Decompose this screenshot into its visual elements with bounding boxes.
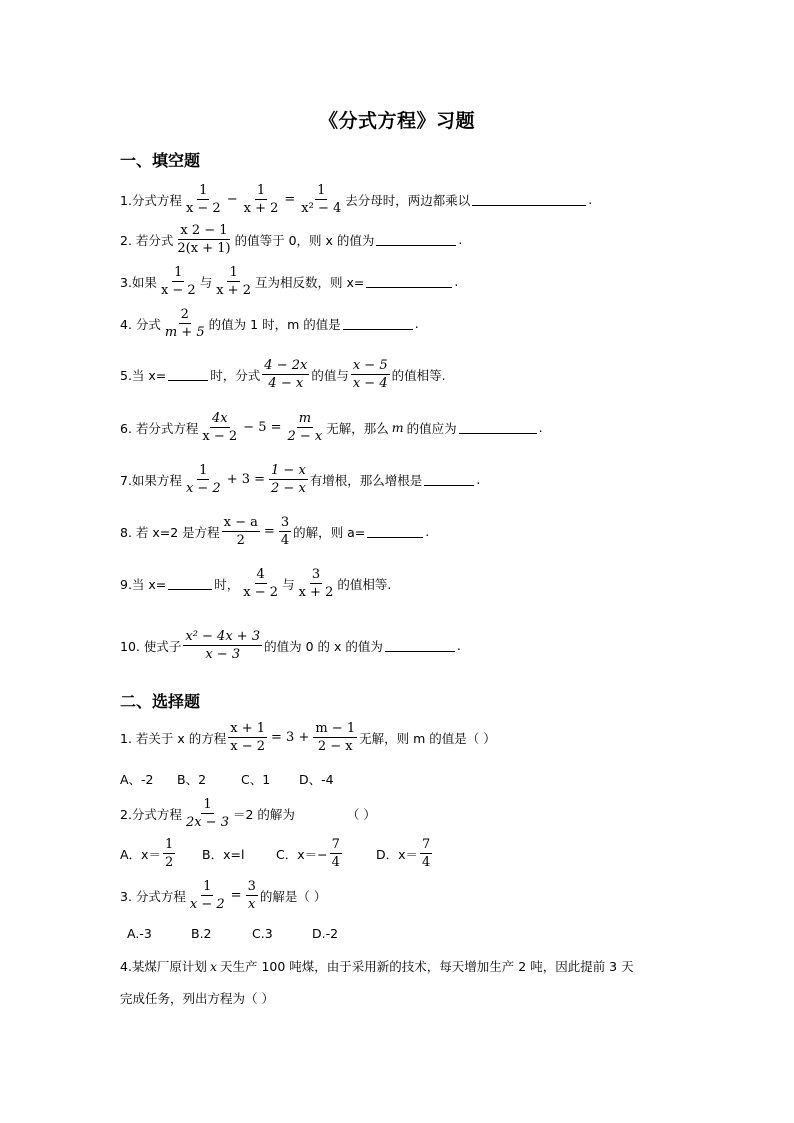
cq3-option-d[interactable]: D.-2 [312,926,339,941]
q10-prefix: 10. 使式子 [120,638,182,654]
cq1-option-a[interactable]: A、-2 [120,772,154,787]
q6-fraction-1: $\frac{4x}{x - 2}$ [202,411,238,444]
cq4-text-3: 完成任务，列出方程为（ ） [120,991,274,1006]
fill-question-9 [120,566,391,601]
q6-variable: m [391,420,404,435]
q1-fraction-1: $\frac{1}{x - 2}$ [185,183,221,216]
cq2-prefix: 2.分式方程 [120,806,182,822]
choice-question-2-options [120,836,434,871]
cq1-operator: = 3 + [271,730,310,745]
q5-mid1: 时，分式 [210,367,261,383]
q4-end: . [414,316,419,331]
q9-fraction-1: $\frac{4}{x - 2}$ [243,567,279,600]
cq2-fraction: $\frac{1}{2x - 3}$ [185,797,229,830]
choice-question-4 [120,957,634,975]
q5-mid2: 的值与 [311,367,349,383]
cq3-fraction-1: $\frac{1}{x - 2}$ [189,879,225,912]
q9-answer-blank[interactable] [168,577,212,590]
cq3-fraction-2: $\frac{3}{x}$ [247,879,256,912]
q4-fraction: $\frac{2}{m + 5}$ [164,307,205,340]
q6-text-2: 的值应为 [406,420,457,436]
cq1-fraction-2: $\frac{m - 1}{2 - x}$ [315,721,356,754]
section-multiple-choice: 二、选择题 [120,692,201,711]
q10-end: . [456,638,461,653]
fill-question-8 [120,514,429,549]
fill-question-7 [120,462,480,497]
cq2-option-a[interactable]: A．x＝ $\frac{1}{2}$ [120,837,174,870]
q7-fraction-2: $\frac{1 - x}{2 - x}$ [271,463,306,496]
q2-prefix: 2. 若分式 [120,232,174,248]
q2-text: 的值等于 0，则 x 的值为 [234,232,375,248]
cq3-text: 的解是（ ） [259,888,327,904]
q4-prefix: 4. 分式 [120,316,161,332]
q6-operator: − 5 = [243,420,282,435]
choice-question-2 [120,796,376,831]
q1-fraction-2: $\frac{1}{x + 2}$ [243,183,279,216]
q8-fraction-1: $\frac{x - a}{2}$ [223,515,258,548]
q8-prefix: 8. 若 x=2 是方程 [120,524,220,540]
q6-answer-blank[interactable] [459,421,537,434]
q1-prefix: 1.分式方程 [120,192,182,208]
q3-mid: 与 [199,274,213,290]
fill-question-3 [120,264,458,299]
cq1-prefix: 1. 若关于 x 的方程 [120,730,227,746]
q10-answer-blank[interactable] [385,639,455,652]
cq3-option-c[interactable]: C.3 [252,926,273,941]
q9-fraction-2: $\frac{3}{x + 2}$ [298,567,334,600]
choice-question-3-options [127,926,338,941]
fill-question-2 [120,222,462,257]
cq3-operator: = [230,888,242,903]
q5-prefix: 5.当 x= [120,367,167,383]
q3-text: 互为相反数，则 x= [254,274,365,290]
q6-fraction-2: $\frac{m}{2 - x}$ [287,411,323,444]
cq3-option-b[interactable]: B.2 [191,926,212,941]
q3-answer-blank[interactable] [366,275,452,288]
q4-answer-blank[interactable] [343,317,413,330]
cq2-option-c[interactable]: C．x＝− $\frac{7}{4}$ [276,837,340,870]
q8-answer-blank[interactable] [367,525,423,538]
cq2-paren: （ ） [346,806,376,822]
cq1-text: 无解，则 m 的值是（ ） [359,730,496,746]
q5-answer-blank[interactable] [168,368,208,381]
q7-text: 有增根，那么增根是 [309,472,423,488]
cq1-option-b[interactable]: B、2 [177,772,207,787]
cq3-prefix: 3. 分式方程 [120,888,186,904]
q2-answer-blank[interactable] [376,233,456,246]
q10-fraction: $\frac{\text{x² − 4x + 3}}{x - 3}$ [185,629,261,662]
q9-text: 的值相等. [337,576,392,592]
q5-fraction-2: $\frac{x - 5}{x - 4}$ [352,358,388,391]
q8-fraction-2: $\frac{3}{4}$ [280,515,290,548]
q6-prefix: 6. 若分式方程 [120,420,199,436]
q5-text: 的值相等. [391,367,446,383]
choice-question-1 [120,720,496,755]
cq2-option-b[interactable]: B．x=l [202,846,245,862]
q9-prefix: 9.当 x= [120,576,167,592]
q3-end: . [454,274,459,289]
q8-end: . [425,524,430,539]
choice-question-3 [120,878,326,913]
q7-answer-blank[interactable] [424,473,474,486]
q1-text: 去分母时，两边都乘以 [345,192,471,208]
section-fill-in-blank: 一、填空题 [120,151,201,170]
q7-operator: + 3 = [226,472,266,487]
cq1-option-d[interactable]: D、-4 [299,772,334,787]
cq1-fraction-1: $\frac{x + 1}{x - 2}$ [230,721,266,754]
q1-answer-blank[interactable] [472,193,586,206]
q3-prefix: 3.如果 [120,274,157,290]
cq4-text-2: 天生产 100 吨煤，由于采用新的技术，每天增加生产 2 吨，因此提前 3 天 [220,959,634,974]
choice-question-4-line2 [120,989,274,1007]
fill-question-4 [120,306,419,341]
page-title: 《分式方程》习题 [318,110,475,132]
q2-fraction: $\frac{x 2 - 1}{2(x + 1)}$ [177,223,231,256]
q1-end: . [588,192,593,207]
fill-question-5 [120,357,446,392]
fill-question-1: 1.分式方程 $\frac{1}{x - 2}$ − $\frac{1}{x + 2}$ = $\frac{1}{\text{x² − 4}}$ 去分母时，两边都乘以 . [120,183,593,216]
q9-mid2: 与 [282,576,295,592]
q10-text: 的值为 0 的 x 的值为 [264,638,383,654]
cq1-option-c[interactable]: C、1 [241,772,271,787]
cq2-text: ＝2 的解为 [232,806,295,822]
q6-text: 无解，那么 [326,420,389,436]
fill-question-6 [120,410,543,445]
q8-operator: = [263,524,275,539]
cq4-variable: x [209,958,217,974]
choice-question-1-options [120,770,334,788]
fill-question-10 [120,628,461,663]
q7-fraction-1: $\frac{1}{x - 2}$ [185,463,221,496]
cq3-option-a[interactable]: A.-3 [127,926,152,941]
q6-end: . [538,420,543,435]
q4-text: 的值为 1 时，m 的值是 [208,316,341,332]
q1-fraction-3: $\frac{1}{\text{x² − 4}}$ [301,183,342,216]
q9-mid: 时， [214,576,240,592]
q7-end: . [476,472,481,487]
q3-fraction-1: $\frac{1}{x - 2}$ [160,265,196,298]
q8-text: 的解，则 a= [293,524,366,540]
q5-fraction-1: $\frac{4 - 2x}{4 - x}$ [264,358,308,391]
q7-prefix: 7.如果方程 [120,472,182,488]
q3-fraction-2: $\frac{1}{x + 2}$ [216,265,251,298]
cq4-text-1: 4.某煤厂原计划 [120,959,207,974]
q2-end: . [458,232,463,247]
cq2-option-d[interactable]: D．x＝ $\frac{7}{4}$ [376,837,431,870]
